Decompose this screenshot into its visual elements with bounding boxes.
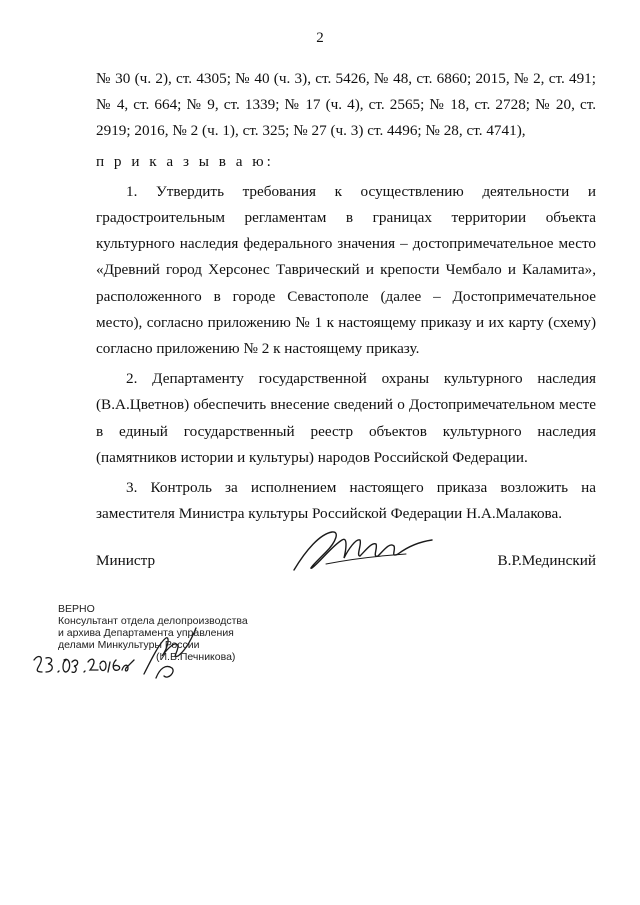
page-number: 2 [316,30,324,46]
signatory-name: В.Р.Мединский [497,552,596,569]
paragraph-item-1: 1. Утвердить требования к осуществлению деятельности и градостроительным регламентам в границах территории объекта культурного наследия федерального значения – достопримечательное место «Древний город Херсонес Таврический и крепости Чембало и Каламита», расположенного в городе Севастополе (далее – Достопримечательное место), согласно приложению № 1 к настоящему приказу и их карту (схему) согласно приложению № 2 к настоящему приказу. [96,182,596,358]
paragraph-item-3: 3. Контроль за исполнением настоящего приказа возложить на заместителя Министра культуры Российской Федерации Н.А.Малакова. [96,479,596,523]
paragraph-order-word: п р и к а з ы в а ю: [96,152,274,170]
certifier-signature [138,618,208,686]
stamp-person-name: (И.В.Печникова) [156,651,236,663]
paragraph-item-2: 2. Департаменту государственной охраны культурного наследия (В.А.Цветнов) обеспечить внесение сведений о Достопримечательном месте в единый государственный реестр объектов культурного наследия (памятников истории и культуры) народов Российской Федерации. [96,370,596,466]
signatory-title: Министр [96,552,156,569]
stamp-department-line: и архива Департамента управления [58,627,234,639]
document-body [96,66,596,531]
stamp-position-line: Консультант отдела делопроизводства [58,615,248,627]
stamp-verified-label: ВЕРНО [58,603,95,615]
paragraph-citations: № 30 (ч. 2), ст. 4305; № 40 (ч. 3), ст. 5426, № 48, ст. 6860; 2015, № 2, ст. 491; № 4, ст. 664; № 9, ст. 1339; № 17 (ч. 4), ст. 2565; № 18, ст. 2728; № 20, ст. 2919; 2016, № 2 (ч. 1), ст. 325; № 27 (ч. 3) ст. 4496; № 28, ст. 4741), [96,70,596,140]
stamp-ministry-line: делами Минкультуры России [58,639,200,651]
minister-signature [286,520,436,580]
handwritten-date [30,650,140,680]
